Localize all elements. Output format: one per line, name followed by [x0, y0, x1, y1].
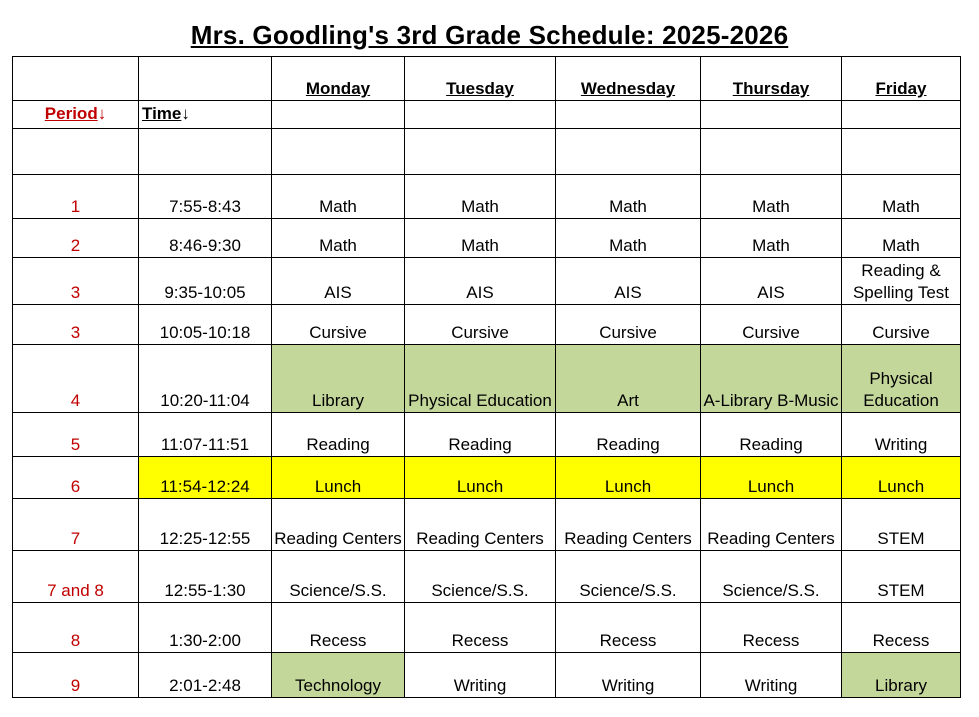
schedule-row	[13, 499, 961, 551]
class-cell-tuesday: Lunch	[405, 457, 556, 499]
time-cell: 10:05-10:18	[139, 305, 272, 345]
schedule-row	[13, 457, 961, 499]
time-cell: 2:01-2:48	[139, 653, 272, 698]
empty-cell	[13, 129, 139, 175]
class-cell-thursday: Cursive	[701, 305, 842, 345]
empty-cell	[272, 101, 405, 129]
period-cell: 2	[13, 219, 139, 258]
day-header-row	[13, 57, 961, 101]
class-cell-wednesday: Recess	[556, 603, 701, 653]
time-cell: 12:55-1:30	[139, 551, 272, 603]
empty-cell	[556, 129, 701, 175]
class-cell-friday: Math	[842, 175, 961, 219]
time-cell: 10:20-11:04	[139, 345, 272, 413]
class-cell-tuesday: Reading	[405, 413, 556, 457]
period-cell: 6	[13, 457, 139, 499]
class-cell-wednesday: Writing	[556, 653, 701, 698]
class-cell-friday: Recess	[842, 603, 961, 653]
period-header	[13, 101, 139, 129]
class-cell-friday: Cursive	[842, 305, 961, 345]
schedule-row	[13, 603, 961, 653]
class-cell-tuesday: AIS	[405, 258, 556, 305]
schedule-table	[12, 56, 961, 698]
class-cell-thursday: Writing	[701, 653, 842, 698]
schedule-row	[13, 653, 961, 698]
class-cell-tuesday: Physical Education	[405, 345, 556, 413]
schedule-row	[13, 413, 961, 457]
class-cell-thursday: Reading Centers	[701, 499, 842, 551]
class-cell-monday: Technology	[272, 653, 405, 698]
empty-cell	[272, 129, 405, 175]
class-cell-wednesday: Art	[556, 345, 701, 413]
class-cell-thursday: Recess	[701, 603, 842, 653]
class-cell-wednesday: AIS	[556, 258, 701, 305]
class-cell-monday: Science/S.S.	[272, 551, 405, 603]
corner-time-cell	[139, 57, 272, 101]
class-cell-thursday: Science/S.S.	[701, 551, 842, 603]
empty-cell	[405, 129, 556, 175]
class-cell-tuesday: Writing	[405, 653, 556, 698]
class-cell-wednesday: Reading Centers	[556, 499, 701, 551]
class-cell-tuesday: Recess	[405, 603, 556, 653]
header-monday: Monday	[272, 57, 405, 101]
class-cell-wednesday: Science/S.S.	[556, 551, 701, 603]
class-cell-thursday: Reading	[701, 413, 842, 457]
class-cell-friday: Math	[842, 219, 961, 258]
class-cell-thursday: A-Library B-Music	[701, 345, 842, 413]
empty-cell	[556, 101, 701, 129]
period-cell: 5	[13, 413, 139, 457]
class-cell-friday: STEM	[842, 499, 961, 551]
schedule-row	[13, 219, 961, 258]
down-arrow-icon: ↓	[181, 104, 190, 123]
time-cell: 11:07-11:51	[139, 413, 272, 457]
header-thursday: Thursday	[701, 57, 842, 101]
schedule-row	[13, 345, 961, 413]
period-cell: 8	[13, 603, 139, 653]
schedule-row	[13, 258, 961, 305]
period-cell: 4	[13, 345, 139, 413]
time-cell: 9:35-10:05	[139, 258, 272, 305]
class-cell-thursday: Math	[701, 175, 842, 219]
empty-cell	[139, 129, 272, 175]
class-cell-friday: Lunch	[842, 457, 961, 499]
spacer-row	[13, 129, 961, 175]
class-cell-monday: Cursive	[272, 305, 405, 345]
class-cell-monday: Reading	[272, 413, 405, 457]
empty-cell	[842, 101, 961, 129]
class-cell-tuesday: Cursive	[405, 305, 556, 345]
class-cell-wednesday: Reading	[556, 413, 701, 457]
schedule-row	[13, 305, 961, 345]
header-friday: Friday	[842, 57, 961, 101]
class-cell-tuesday: Math	[405, 219, 556, 258]
class-cell-monday: Math	[272, 175, 405, 219]
empty-cell	[842, 129, 961, 175]
time-header	[139, 101, 272, 129]
class-cell-friday: Library	[842, 653, 961, 698]
page-title: Mrs. Goodling's 3rd Grade Schedule: 2025-2026	[190, 20, 789, 50]
class-cell-wednesday: Math	[556, 175, 701, 219]
class-cell-monday: AIS	[272, 258, 405, 305]
class-cell-friday: STEM	[842, 551, 961, 603]
class-cell-thursday: Lunch	[701, 457, 842, 499]
header-tuesday: Tuesday	[405, 57, 556, 101]
label-header-row	[13, 101, 961, 129]
class-cell-monday: Lunch	[272, 457, 405, 499]
class-cell-monday: Math	[272, 219, 405, 258]
time-cell: 7:55-8:43	[139, 175, 272, 219]
class-cell-friday: Physical Education	[842, 345, 961, 413]
class-cell-tuesday: Science/S.S.	[405, 551, 556, 603]
period-cell: 3	[13, 305, 139, 345]
period-cell: 9	[13, 653, 139, 698]
class-cell-monday: Reading Centers	[272, 499, 405, 551]
empty-cell	[701, 129, 842, 175]
class-cell-monday: Library	[272, 345, 405, 413]
period-cell: 7 and 8	[13, 551, 139, 603]
class-cell-tuesday: Math	[405, 175, 556, 219]
down-arrow-icon: ↓	[97, 104, 107, 123]
empty-cell	[405, 101, 556, 129]
time-label: Time	[142, 104, 182, 123]
time-cell: 8:46-9:30	[139, 219, 272, 258]
corner-blank-cell	[13, 57, 139, 101]
class-cell-thursday: AIS	[701, 258, 842, 305]
class-cell-friday: Reading & Spelling Test	[842, 258, 961, 305]
class-cell-wednesday: Math	[556, 219, 701, 258]
class-cell-tuesday: Reading Centers	[405, 499, 556, 551]
schedule-row	[13, 551, 961, 603]
period-cell: 7	[13, 499, 139, 551]
class-cell-thursday: Math	[701, 219, 842, 258]
schedule-row	[13, 175, 961, 219]
period-cell: 1	[13, 175, 139, 219]
header-wednesday: Wednesday	[556, 57, 701, 101]
class-cell-wednesday: Lunch	[556, 457, 701, 499]
time-cell: 12:25-12:55	[139, 499, 272, 551]
empty-cell	[701, 101, 842, 129]
time-cell: 1:30-2:00	[139, 603, 272, 653]
time-cell: 11:54-12:24	[139, 457, 272, 499]
class-cell-wednesday: Cursive	[556, 305, 701, 345]
class-cell-friday: Writing	[842, 413, 961, 457]
period-cell: 3	[13, 258, 139, 305]
class-cell-monday: Recess	[272, 603, 405, 653]
period-label: Period	[44, 104, 98, 123]
